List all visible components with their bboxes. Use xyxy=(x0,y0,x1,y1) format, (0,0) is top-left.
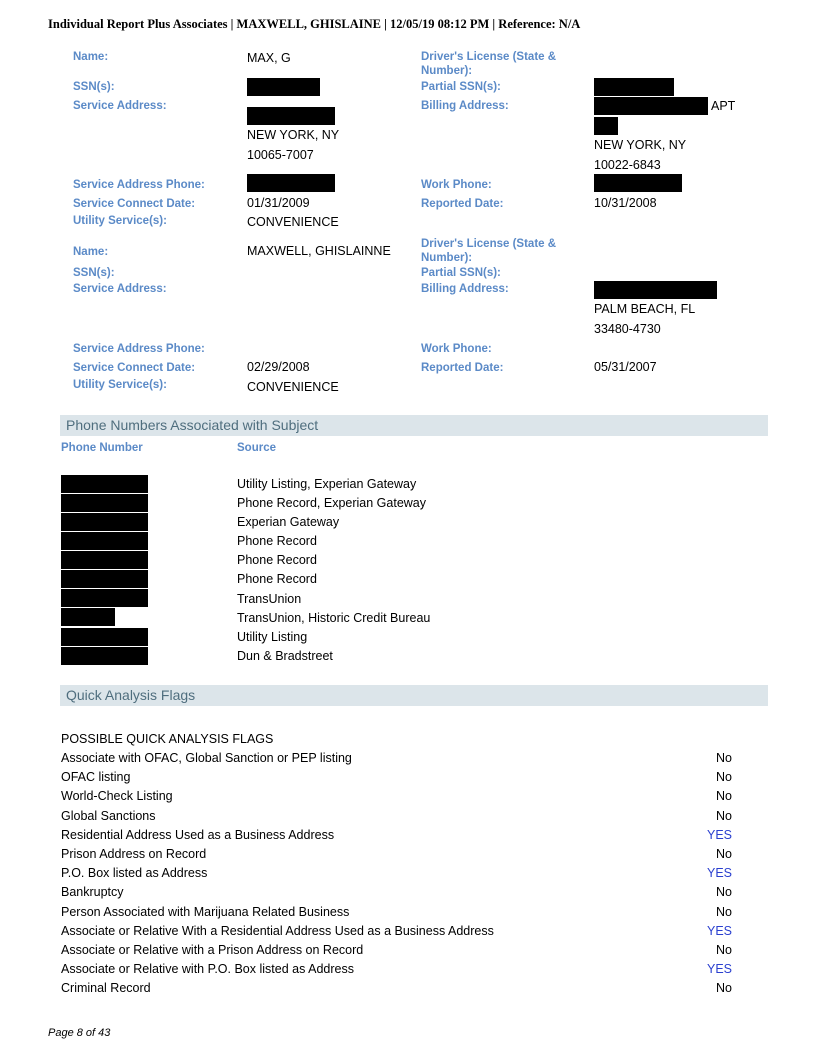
redaction xyxy=(61,647,148,665)
phones-section-title: Phone Numbers Associated with Subject xyxy=(60,415,768,436)
flag-value: YES xyxy=(706,828,732,842)
ssn-label: SSN(s): xyxy=(73,267,115,279)
dl-label: Driver's License (State & Number): xyxy=(421,51,557,77)
redaction xyxy=(61,570,148,588)
phone-source: Experian Gateway xyxy=(237,515,340,529)
connect-date-label: Service Connect Date: xyxy=(73,198,196,210)
flag-value: YES xyxy=(706,866,732,880)
phone-source: Dun & Bradstreet xyxy=(237,649,333,663)
flags-heading: POSSIBLE QUICK ANALYSIS FLAGS xyxy=(61,732,274,746)
connect-date-value: 01/31/2009 xyxy=(247,196,310,210)
name-value: MAXWELL, GHISLAINNE xyxy=(247,244,391,258)
phone-source: Phone Record xyxy=(237,534,317,548)
phone-number-column-header: Phone Number xyxy=(61,442,143,454)
billing-city: PALM BEACH, FL xyxy=(594,302,696,316)
flag-label: Criminal Record xyxy=(61,981,151,995)
flag-label: Associate with OFAC, Global Sanction or PEP listing xyxy=(61,751,352,765)
flag-label: Bankruptcy xyxy=(61,885,124,899)
connect-date-value: 02/29/2008 xyxy=(247,360,310,374)
name-value: MAX, G xyxy=(247,51,291,65)
phone-source: TransUnion, Historic Credit Bureau xyxy=(237,611,431,625)
flag-label: OFAC listing xyxy=(61,770,131,784)
billing-address-label: Billing Address: xyxy=(421,283,509,295)
redaction xyxy=(61,494,148,512)
flag-value: No xyxy=(716,751,732,765)
service-city: NEW YORK, NY xyxy=(247,128,340,142)
page-number: Page 8 of 43 xyxy=(48,1027,111,1039)
redaction xyxy=(247,78,320,96)
service-phone-label: Service Address Phone: xyxy=(73,343,205,355)
flag-label: P.O. Box listed as Address xyxy=(61,866,208,880)
service-address-label: Service Address: xyxy=(73,283,167,295)
utility-label: Utility Service(s): xyxy=(73,215,167,227)
work-phone-label: Work Phone: xyxy=(421,343,492,355)
name-label: Name: xyxy=(73,51,109,63)
billing-apt: APT xyxy=(711,99,736,113)
flag-value: YES xyxy=(706,924,732,938)
flag-value: No xyxy=(716,981,732,995)
billing-address-label: Billing Address: xyxy=(421,100,509,112)
flag-value: No xyxy=(716,885,732,899)
connect-date-label: Service Connect Date: xyxy=(73,362,196,374)
report-header: Individual Report Plus Associates | MAXWELL, GHISLAINE | 12/05/19 08:12 PM | Reference: N/A xyxy=(48,17,581,31)
redaction xyxy=(594,174,682,192)
flag-value: No xyxy=(716,905,732,919)
flag-value: No xyxy=(716,943,732,957)
reported-date-label: Reported Date: xyxy=(421,198,504,210)
utility-value: CONVENIENCE xyxy=(247,380,339,394)
flag-label: Global Sanctions xyxy=(61,809,156,823)
redaction xyxy=(61,532,148,550)
partial-ssn-label: Partial SSN(s): xyxy=(421,267,501,279)
flag-label: Associate or Relative with P.O. Box listed as Address xyxy=(61,962,354,976)
redaction xyxy=(61,475,148,493)
service-zip: 10065-7007 xyxy=(247,148,314,162)
redaction xyxy=(61,608,115,626)
name-label: Name: xyxy=(73,246,109,258)
billing-zip: 10022-6843 xyxy=(594,158,661,172)
reported-date-label: Reported Date: xyxy=(421,362,504,374)
redaction xyxy=(594,78,674,96)
redaction xyxy=(247,174,335,192)
phone-source: Phone Record, Experian Gateway xyxy=(237,496,426,510)
utility-label: Utility Service(s): xyxy=(73,379,167,391)
flag-value: No xyxy=(716,770,732,784)
ssn-label: SSN(s): xyxy=(73,81,115,93)
flag-label: World-Check Listing xyxy=(61,789,173,803)
redaction xyxy=(61,513,148,531)
redaction xyxy=(594,97,708,115)
redaction xyxy=(594,117,618,135)
dl-label: Driver's License (State & Number): xyxy=(421,238,557,264)
phone-source: Phone Record xyxy=(237,572,317,586)
flags-section-title: Quick Analysis Flags xyxy=(60,685,768,706)
partial-ssn-label: Partial SSN(s): xyxy=(421,81,501,93)
redaction xyxy=(61,589,148,607)
flag-label: Associate or Relative with a Prison Address on Record xyxy=(61,943,364,957)
billing-zip: 33480-4730 xyxy=(594,322,661,336)
service-phone-label: Service Address Phone: xyxy=(73,179,205,191)
redaction xyxy=(594,281,717,299)
phone-source: Phone Record xyxy=(237,553,317,567)
flag-label: Prison Address on Record xyxy=(61,847,207,861)
service-address-label: Service Address: xyxy=(73,100,167,112)
flag-label: Person Associated with Marijuana Related Business xyxy=(61,905,350,919)
flag-value: No xyxy=(716,847,732,861)
flag-label: Residential Address Used as a Business Address xyxy=(61,828,335,842)
utility-value: CONVENIENCE xyxy=(247,215,339,229)
source-column-header: Source xyxy=(237,442,276,454)
redaction xyxy=(61,628,148,646)
reported-date-value: 10/31/2008 xyxy=(594,196,657,210)
flag-label: Associate or Relative With a Residential Address Used as a Business Address xyxy=(61,924,494,938)
phone-source: Utility Listing, Experian Gateway xyxy=(237,477,417,491)
redaction xyxy=(61,551,148,569)
flag-value: YES xyxy=(706,962,732,976)
redaction xyxy=(247,107,335,125)
flag-value: No xyxy=(716,789,732,803)
billing-city: NEW YORK, NY xyxy=(594,138,687,152)
reported-date-value: 05/31/2007 xyxy=(594,360,657,374)
phone-source: Utility Listing xyxy=(237,630,308,644)
work-phone-label: Work Phone: xyxy=(421,179,492,191)
phone-source: TransUnion xyxy=(237,592,302,606)
flag-value: No xyxy=(716,809,732,823)
